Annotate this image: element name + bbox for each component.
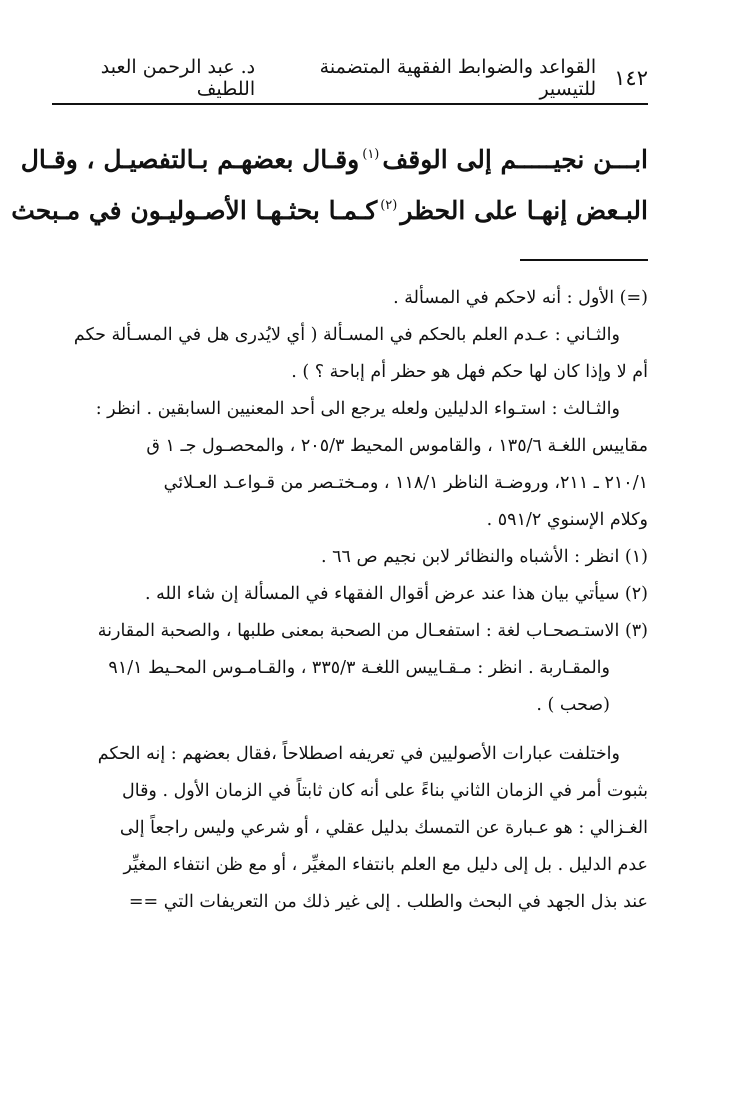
note-line: والثـاني : عـدم العلم بالحكم في المسـألة ( أي لايُدرى هل في المسـألة حكم: [73, 325, 620, 345]
footnote-ref-2: (٢): [380, 198, 398, 213]
note-line: أم لا وإذا كان لها حكم فهل هو حظر أم إباحة ؟ ) .: [291, 362, 648, 382]
main-line-1-part-b: وقـال بعضهـم بـالتفصيـل ، وقـال: [20, 145, 360, 174]
note-line: وكلام الإسنوي ٥٩١/٢ .: [486, 510, 648, 530]
footnote-3: (٣) الاستـصحـاب لغة : استفعـال من الصحبة بمعنى طلبها ، والصحبة المقارنة: [97, 621, 648, 641]
note-line: بثبوت أمر في الزمان الثاني بناءً على أنه كان ثابتاً في الزمان الأول . وقال: [122, 781, 648, 801]
note-line: عند بذل الجهد في البحث والطلب . إلى غير ذلك من التعريفات التي ==: [128, 892, 648, 912]
footnote-2: (٢) سيأتي بيان هذا عند عرض أقوال الفقهاء في المسألة إن شاء الله .: [144, 584, 648, 604]
note-line: واختلفت عبارات الأصوليين في تعريفه اصطلاحاً ،فقال بعضهم : إنه الحكم: [97, 744, 620, 764]
footnote-separator: [520, 259, 648, 261]
note-line: (=) الأول : أنه لاحكم في المسألة .: [393, 288, 648, 308]
footnote-ref-1: (١): [362, 147, 380, 162]
note-line: (صحب ) .: [536, 695, 610, 715]
footnote-1: (١) انظر : الأشباه والنظائر لابن نجيم ص ٦٦ .: [320, 547, 648, 567]
page-number: ١٤٢: [614, 66, 648, 90]
running-header: [52, 58, 648, 98]
note-line: الغـزالي : هو عـبارة عن التمسك بدليل عقلي ، أو شرعي وليس راجعاً إلى: [119, 818, 648, 838]
note-line: والمقـاربة . انظر : مـقـاييس اللغـة ٣٣٥/٣ ، والقـامـوس المحـيط ٩١/١: [108, 658, 610, 678]
header-divider: [52, 103, 648, 105]
main-line-2-part-b: كـمـا بحثـهـا الأصـوليـون في مـبحث: [11, 196, 378, 225]
note-line: عدم الدليل . بل إلى دليل مع العلم بانتفاء المغيِّر ، أو مع ظن انتفاء المغيِّر: [123, 855, 648, 875]
main-line-1-part-a: ابـــن نجيـــــم إلى الوقف: [382, 145, 648, 174]
note-line: والثـالث : استـواء الدليلين ولعله يرجع الى أحد المعنيين السابقين . انظر :: [95, 399, 620, 419]
book-title: القواعد والضوابط الفقهية المتضمنة للتيسير: [319, 56, 597, 100]
note-line: ٢١٠/١ ـ ٢١١، وروضـة الناظر ١١٨/١ ، ومـختـصر من قـواعـد العـلائي: [163, 473, 648, 493]
footnotes: [60, 280, 648, 921]
main-line-2-part-a: البـعض إنهـا على الحظر: [400, 196, 648, 225]
author-name: د. عبد الرحمن العبد اللطيف: [100, 56, 256, 100]
note-line: مقاييس اللغـة ١٣٥/٦ ، والقاموس المحيط ٢٠٥/٣ ، والمحصـول جـ ١ ق: [146, 436, 648, 456]
main-text: [11, 132, 648, 234]
main-line-2: [11, 183, 648, 234]
main-line-1: [20, 132, 648, 183]
